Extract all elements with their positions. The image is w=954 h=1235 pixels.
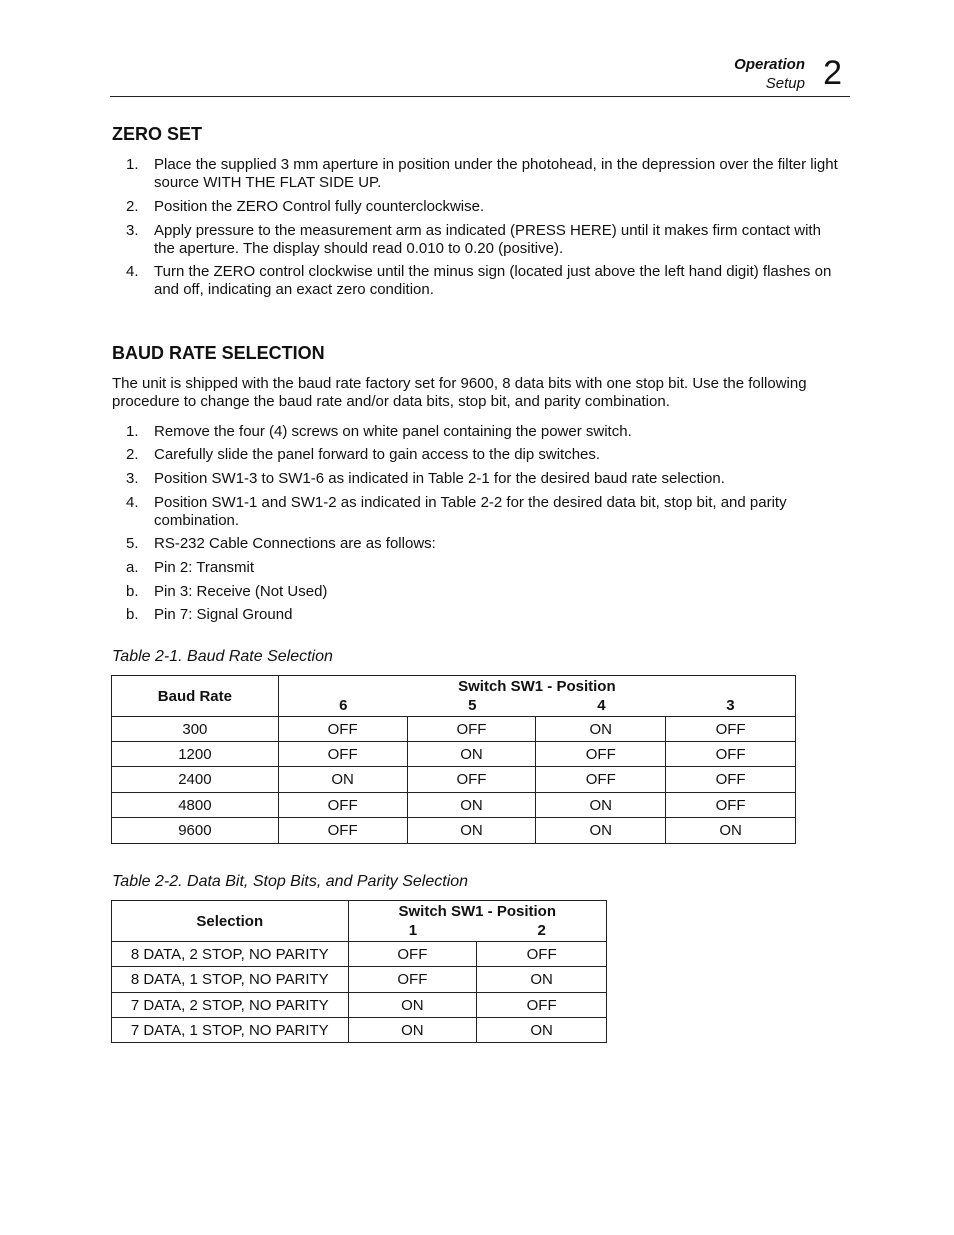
table-cell: 4800: [112, 793, 279, 818]
table-cell: ON: [666, 818, 796, 844]
position-label: 3: [726, 697, 735, 714]
position-label: 4: [597, 697, 606, 714]
header-subsection: Setup: [765, 75, 805, 92]
baud-rate-steps: [112, 423, 842, 553]
position-label: 1: [408, 922, 418, 939]
table-cell: ON: [407, 793, 536, 818]
table-cell: ON: [477, 1018, 607, 1043]
list-item: 1. Remove the four (4) screws on white panel containing the power switch.: [126, 423, 632, 440]
table-cell: 1200: [112, 742, 279, 767]
table-cell: OFF: [278, 793, 407, 818]
table-cell: ON: [536, 793, 666, 818]
chapter-number: 2: [823, 54, 842, 92]
table-cell: 7 DATA, 2 STOP, NO PARITY: [112, 993, 349, 1018]
header-rule: [110, 96, 850, 97]
table-cell: 2400: [112, 767, 279, 793]
table-cell: OFF: [407, 717, 536, 742]
column-group-header: [348, 901, 606, 942]
table-cell: 300: [112, 717, 279, 742]
table-cell: OFF: [666, 742, 796, 767]
table-row: [112, 742, 796, 767]
table-cell: OFF: [477, 993, 607, 1018]
running-header: [550, 56, 850, 96]
table1-caption: Table 2-1. Baud Rate Selection: [112, 648, 333, 665]
list-item: 1. Place the supplied 3 mm aperture in position under the photohead, in the depression over the filter light source WITH THE FLAT SIDE UP.: [126, 156, 838, 191]
table-cell: OFF: [407, 767, 536, 793]
list-item: 4. Turn the ZERO control clockwise until the minus sign (located just above the left hand digit) flashes on and off, indicating an exact zero condition.: [126, 263, 832, 298]
position-label: 5: [468, 697, 477, 714]
table-cell: 8 DATA, 2 STOP, NO PARITY: [112, 942, 349, 967]
table-cell: OFF: [666, 767, 796, 793]
column-header: Baud Rate: [112, 676, 279, 717]
table-cell: 7 DATA, 1 STOP, NO PARITY: [112, 1018, 349, 1043]
list-item: 2. Carefully slide the panel forward to gain access to the dip switches.: [126, 446, 601, 463]
table-cell: ON: [536, 818, 666, 844]
table-header-row: [112, 676, 796, 717]
table-cell: ON: [536, 717, 666, 742]
table-cell: ON: [348, 1018, 477, 1043]
column-group-header: [278, 676, 795, 717]
table-cell: 9600: [112, 818, 279, 844]
table-cell: OFF: [666, 793, 796, 818]
table-row: [112, 767, 796, 793]
table-row: [112, 717, 796, 742]
table-row: [112, 793, 796, 818]
list-item: 4. Position SW1-1 and SW1-2 as indicated in Table 2-2 for the desired data bit, stop bit, and parity combination.: [126, 494, 787, 529]
table-cell: ON: [407, 742, 536, 767]
list-item: 3. Apply pressure to the measurement arm as indicated (PRESS HERE) until it makes firm contact with the aperture. The display should read 0.010 to 0.20 (positive).: [126, 222, 821, 257]
zero-set-steps: [112, 156, 842, 299]
table-row: [112, 1018, 607, 1043]
data-bit-table: [111, 900, 607, 1043]
table-cell: OFF: [348, 942, 477, 967]
table-row: [112, 818, 796, 844]
baud-rate-intro: The unit is shipped with the baud rate factory set for 9600, 8 data bits with one stop bit. Use the following procedure to change the baud rate and/or data bits, stop bit, and parity combination.: [112, 375, 807, 410]
baud-rate-table: [111, 675, 796, 844]
table-cell: ON: [407, 818, 536, 844]
zero-set-heading: ZERO SET: [112, 124, 203, 144]
table-cell: 8 DATA, 1 STOP, NO PARITY: [112, 967, 349, 993]
table-cell: OFF: [536, 742, 666, 767]
column-header: Selection: [112, 901, 349, 942]
position-label: 6: [339, 697, 348, 714]
table-cell: ON: [278, 767, 407, 793]
list-item: 5. RS-232 Cable Connections are as follows:: [126, 535, 436, 552]
table-cell: OFF: [278, 818, 407, 844]
group-title: Switch SW1 - Position: [398, 903, 557, 920]
table-cell: ON: [348, 993, 477, 1018]
table2-caption: Table 2-2. Data Bit, Stop Bits, and Parity Selection: [112, 873, 469, 890]
table-cell: ON: [477, 967, 607, 993]
list-item: 3. Position SW1-3 to SW1-6 as indicated in Table 2-1 for the desired baud rate selection.: [126, 470, 725, 487]
table-row: [112, 942, 607, 967]
baud-rate-heading: BAUD RATE SELECTION: [112, 343, 325, 363]
header-section: Operation: [734, 56, 805, 73]
table-header-row: [112, 901, 607, 942]
group-title: Switch SW1 - Position: [458, 678, 616, 695]
position-label: 2: [537, 922, 546, 939]
table-row: [112, 993, 607, 1018]
table-cell: OFF: [348, 967, 477, 993]
table-cell: OFF: [278, 742, 407, 767]
table-row: [112, 967, 607, 993]
table-cell: OFF: [278, 717, 407, 742]
table-cell: OFF: [536, 767, 666, 793]
table-cell: OFF: [477, 942, 607, 967]
list-item: 2. Position the ZERO Control fully counterclockwise.: [126, 198, 485, 215]
table-cell: OFF: [666, 717, 796, 742]
